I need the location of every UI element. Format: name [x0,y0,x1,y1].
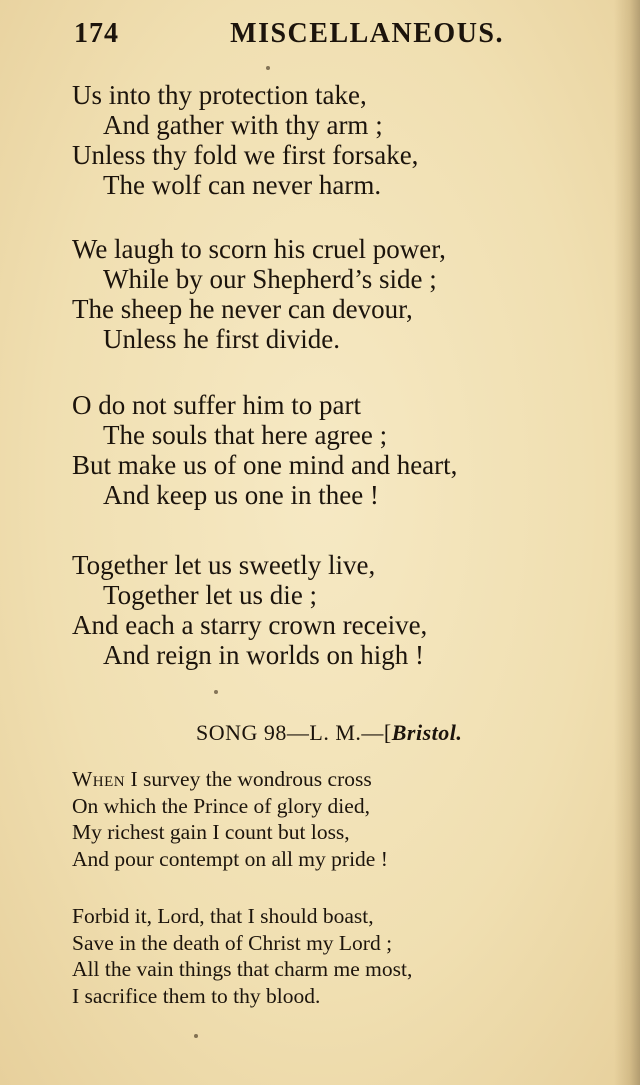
verse-line: We laugh to scorn his cruel power, [72,234,446,264]
verse-line: The souls that here agree ; [103,420,388,450]
verse-line: And keep us one in thee ! [103,480,379,510]
page-number: 174 [74,18,119,49]
verse-line: The wolf can never harm. [103,170,382,200]
song-tune-name: Bristol. [391,720,463,745]
song-stanza-2 [72,903,412,1009]
verse-line: And reign in worlds on high ! [103,640,424,670]
verse-line: And pour contempt on all my pride ! [72,846,388,871]
verse-line: All the vain things that charm me most, [72,957,413,981]
page-header [74,18,504,54]
song-heading [196,720,462,746]
verse-line: O do not suffer him to part [72,390,361,420]
verse-line: Unless he first divide. [103,324,340,354]
verse-line: Forbid it, Lord, that I should boast, [72,904,374,928]
verse-line: On which the Prince of glory died, [72,793,370,818]
verse-line: Together let us sweetly live, [72,550,376,580]
verse-line: The sheep he never can devour, [72,294,413,324]
verse-first-word: When [72,767,126,791]
verse-line: My richest gain I count but loss, [72,820,350,844]
stanza-4 [72,550,427,670]
stanza-3 [72,390,457,510]
ink-speck [214,690,218,694]
verse-line-rest: I survey the wondrous cross [125,767,372,791]
verse-line: Save in the death of Christ my Lord ; [72,930,393,955]
verse-line: And each a starry crown receive, [72,610,428,640]
verse-line: But make us of one mind and heart, [72,450,458,480]
stanza-1 [72,80,418,200]
verse-line: Us into thy protection take, [72,80,367,110]
verse-line: While by our Shepherd’s side ; [103,264,437,294]
song-heading-label: SONG 98—L. M.—[ [196,720,392,745]
stanza-2 [72,234,446,354]
verse-line: Unless thy fold we first forsake, [72,140,419,170]
running-head: MISCELLANEOUS. [230,18,504,49]
ink-speck [194,1034,198,1038]
verse-line: I sacrifice them to thy blood. [72,983,321,1008]
ink-speck [266,66,270,70]
verse-line: And gather with thy arm ; [103,110,383,140]
page-edge-shadow [614,0,640,1085]
song-stanza-1 [72,766,388,872]
verse-line: Together let us die ; [103,580,318,610]
verse-line [72,766,388,793]
